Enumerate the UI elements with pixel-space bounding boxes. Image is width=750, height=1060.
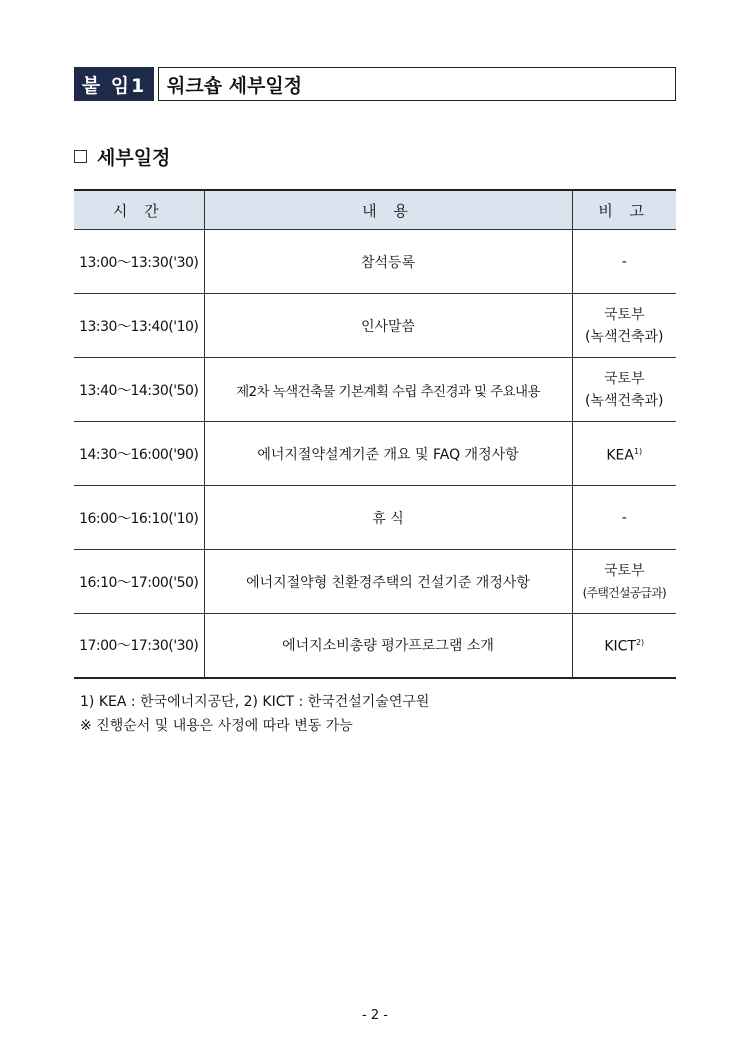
square-bullet-icon — [74, 150, 87, 163]
content-cell: 에너지소비총량 평가프로그램 소개 — [204, 614, 572, 678]
header-note: 비 고 — [572, 190, 676, 230]
attachment-title: 워크숍 세부일정 — [158, 67, 676, 101]
note-cell — [572, 550, 676, 614]
schedule-table — [74, 189, 676, 679]
note-line1: - — [621, 253, 627, 270]
table-row — [74, 486, 676, 550]
header-time: 시 간 — [74, 190, 204, 230]
table-row — [74, 422, 676, 486]
footnote-abbreviations: 1) KEA : 한국에너지공단, 2) KICT : 한국건설기술연구원 — [80, 694, 430, 710]
content-cell: 제2차 녹색건축물 기본계획 수립 추진경과 및 주요내용 — [204, 358, 572, 422]
page-number: - 2 - — [362, 1008, 388, 1023]
content-cell: 에너지절약설계기준 개요 및 FAQ 개정사항 — [204, 422, 572, 486]
content-cell: 휴 식 — [204, 486, 572, 550]
time-cell: 13:40～14:30('50) — [74, 358, 204, 422]
table-header-row — [74, 190, 676, 230]
table-row — [74, 230, 676, 294]
footnote-ref: 2) — [635, 638, 645, 648]
content-cell: 인사말씀 — [204, 294, 572, 358]
footnote-ref: 1) — [633, 446, 643, 456]
note-cell — [572, 230, 676, 294]
note-cell — [572, 358, 676, 422]
time-cell: 17:00～17:30('30) — [74, 614, 204, 678]
note-line2: (녹색건축과) — [584, 392, 664, 409]
note-cell — [572, 614, 676, 678]
note-cell — [572, 486, 676, 550]
note-line1: KICT — [604, 639, 636, 656]
note-line2: (녹색건축과) — [584, 328, 664, 345]
time-cell: 14:30～16:00('90) — [74, 422, 204, 486]
time-cell: 13:00～13:30('30) — [74, 230, 204, 294]
note-line1: 국토부 — [603, 306, 645, 323]
footnote-notice: ※ 진행순서 및 내용은 사정에 따라 변동 가능 — [80, 718, 353, 734]
table-row — [74, 550, 676, 614]
time-cell: 13:30～13:40('10) — [74, 294, 204, 358]
note-line1: - — [621, 509, 627, 526]
note-line1: KEA — [606, 447, 634, 464]
note-line1: 국토부 — [603, 562, 645, 579]
time-cell: 16:10～17:00('50) — [74, 550, 204, 614]
note-line2: (주택건설공급과) — [582, 585, 666, 600]
time-cell: 16:00～16:10('10) — [74, 486, 204, 550]
section-heading — [74, 143, 170, 170]
table-row — [74, 614, 676, 678]
footnotes — [80, 690, 429, 738]
header-content: 내 용 — [204, 190, 572, 230]
attachment-banner — [74, 67, 676, 101]
note-cell — [572, 422, 676, 486]
content-cell: 에너지절약형 친환경주택의 건설기준 개정사항 — [204, 550, 572, 614]
table-row — [74, 358, 676, 422]
content-cell: 참석등록 — [204, 230, 572, 294]
section-heading-text: 세부일정 — [97, 147, 171, 169]
note-line1: 국토부 — [603, 370, 645, 387]
attachment-label: 붙 임1 — [74, 67, 154, 101]
note-cell — [572, 294, 676, 358]
table-row — [74, 294, 676, 358]
